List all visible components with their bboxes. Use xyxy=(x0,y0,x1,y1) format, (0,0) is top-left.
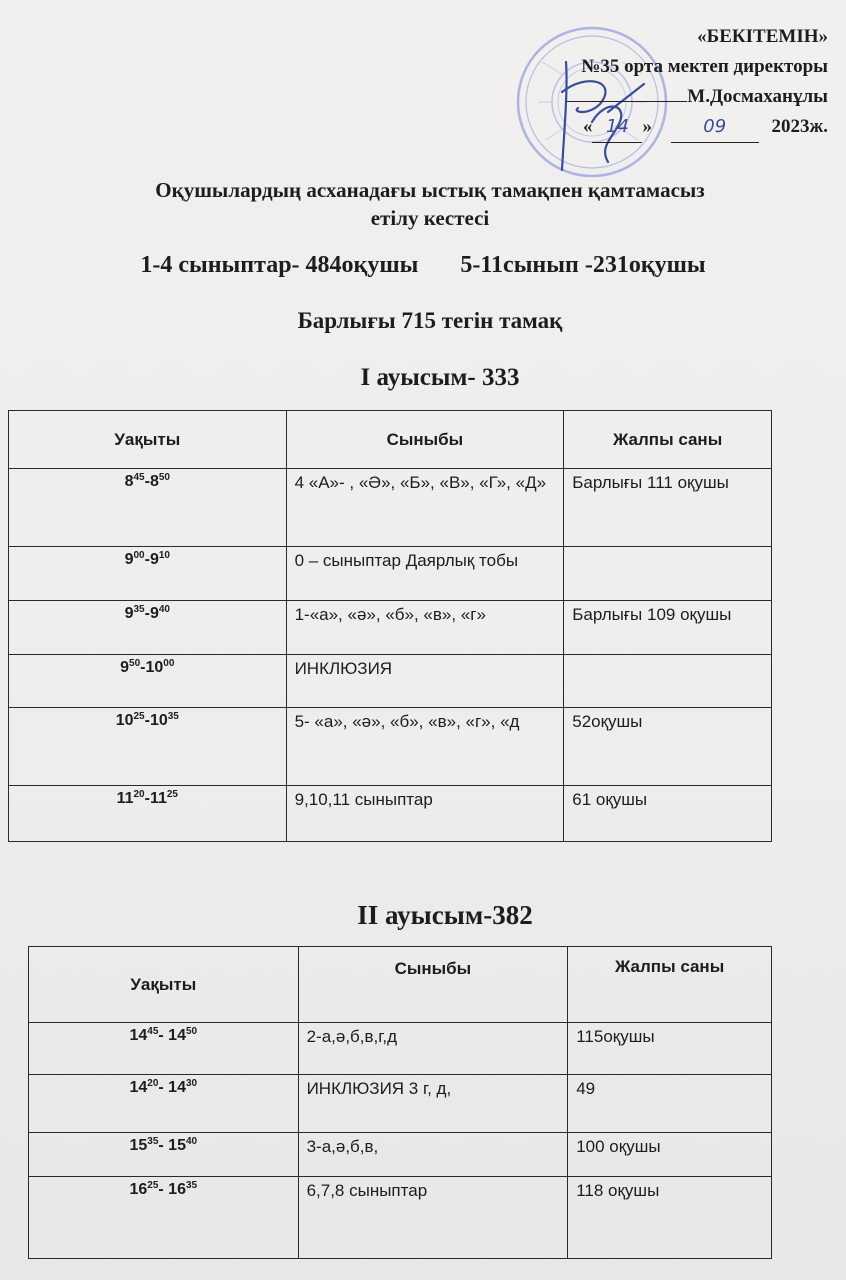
header-count: Жалпы саны xyxy=(564,411,772,469)
time-cell: $16^{25}-$ $16^{35}$ xyxy=(29,1177,299,1259)
count-cell: 61 оқушы xyxy=(564,786,772,842)
count-cell: 49 xyxy=(568,1075,772,1133)
time-cell: $11^{20}-11^{25}$ xyxy=(9,786,287,842)
doc-title-line2: етілу кестесі xyxy=(370,206,490,230)
count-cell xyxy=(564,655,772,708)
table-row xyxy=(9,547,772,601)
classes-1-4: 1-4 сыныптар- 484оқушы xyxy=(140,252,419,278)
count-cell xyxy=(564,547,772,601)
class-cell: 6,7,8 сыныптар xyxy=(298,1177,568,1259)
doc-title-line1: Оқушылардың асханадағы ыстық тамақпен қамтамасыз xyxy=(155,178,705,202)
shift2-table xyxy=(28,946,772,1259)
approval-title: «БЕКІТЕМІН» xyxy=(697,26,828,47)
class-cell: 2-а,ә,б,в,г,д xyxy=(298,1023,568,1075)
approval-position: №35 орта мектеп директоры xyxy=(581,56,828,77)
class-cell: ИНКЛЮЗИЯ xyxy=(286,655,564,708)
shift1-heading: І ауысым- 333 xyxy=(360,364,520,391)
date-day: 14 xyxy=(592,112,642,143)
class-cell: ИНКЛЮЗИЯ 3 г, д, xyxy=(298,1075,568,1133)
header-time: Уақыты xyxy=(29,947,299,1023)
signature-blank xyxy=(567,101,687,102)
header-count: Жалпы саны xyxy=(568,947,772,1023)
table-row xyxy=(29,1075,772,1133)
approval-name: М.Досмаханұлы xyxy=(687,86,828,107)
table-row xyxy=(9,786,772,842)
header-time: Уақыты xyxy=(9,411,287,469)
count-cell: 115оқушы xyxy=(568,1023,772,1075)
table-row xyxy=(29,1177,772,1259)
table-row xyxy=(9,601,772,655)
class-cell: 1-«а», «ә», «б», «в», «г» xyxy=(286,601,564,655)
date-open-quote: « xyxy=(582,116,593,137)
time-cell: $9^{50}-10^{00}$ xyxy=(9,655,287,708)
shift1-table xyxy=(8,410,772,842)
date-month: 09 xyxy=(671,112,759,143)
table-row xyxy=(9,469,772,547)
date-close-quote: » xyxy=(642,116,652,137)
header-class: Сыныбы xyxy=(286,411,564,469)
time-cell: $9^{00}-9^{10}$ xyxy=(9,547,287,601)
time-cell: $9^{35}-9^{40}$ xyxy=(9,601,287,655)
count-cell: Барлығы 109 оқушы xyxy=(564,601,772,655)
table-header-row xyxy=(29,947,772,1023)
table-header-row xyxy=(9,411,772,469)
count-cell: 52оқушы xyxy=(564,708,772,786)
class-cell: 9,10,11 сыныптар xyxy=(286,786,564,842)
time-cell: $14^{45}-$ $14^{50}$ xyxy=(29,1023,299,1075)
count-cell: 118 оқушы xyxy=(568,1177,772,1259)
class-cell: 5- «а», «ә», «б», «в», «г», «д xyxy=(286,708,564,786)
count-cell: 100 оқушы xyxy=(568,1133,772,1177)
table-row xyxy=(9,655,772,708)
time-cell: $8^{45}-8^{50}$ xyxy=(9,469,287,547)
time-cell: $15^{35}-$ $15^{40}$ xyxy=(29,1133,299,1177)
class-cell: 3-а,ә,б,в, xyxy=(298,1133,568,1177)
table-row xyxy=(29,1133,772,1177)
approval-name-line xyxy=(567,82,828,112)
class-cell: 4 «А»- , «Ә», «Б», «В», «Г», «Д» xyxy=(286,469,564,547)
date-year: 2023ж. xyxy=(771,116,828,137)
count-cell: Барлығы 111 оқушы xyxy=(564,469,772,547)
class-counts xyxy=(0,250,846,280)
approval-block xyxy=(567,22,828,143)
time-cell: $10^{25}-10^{35}$ xyxy=(9,708,287,786)
approval-date-line xyxy=(567,112,828,143)
table-row xyxy=(9,708,772,786)
header-class: Сыныбы xyxy=(298,947,568,1023)
total-meals: Барлығы 715 тегін тамақ xyxy=(297,308,563,333)
table-row xyxy=(29,1023,772,1075)
class-cell: 0 – сыныптар Даярлық тобы xyxy=(286,547,564,601)
classes-5-11: 5-11сынып -231оқушы xyxy=(460,252,706,278)
time-cell: $14^{20}-$ $14^{30}$ xyxy=(29,1075,299,1133)
shift2-heading: ІІ ауысым-382 xyxy=(357,900,533,930)
